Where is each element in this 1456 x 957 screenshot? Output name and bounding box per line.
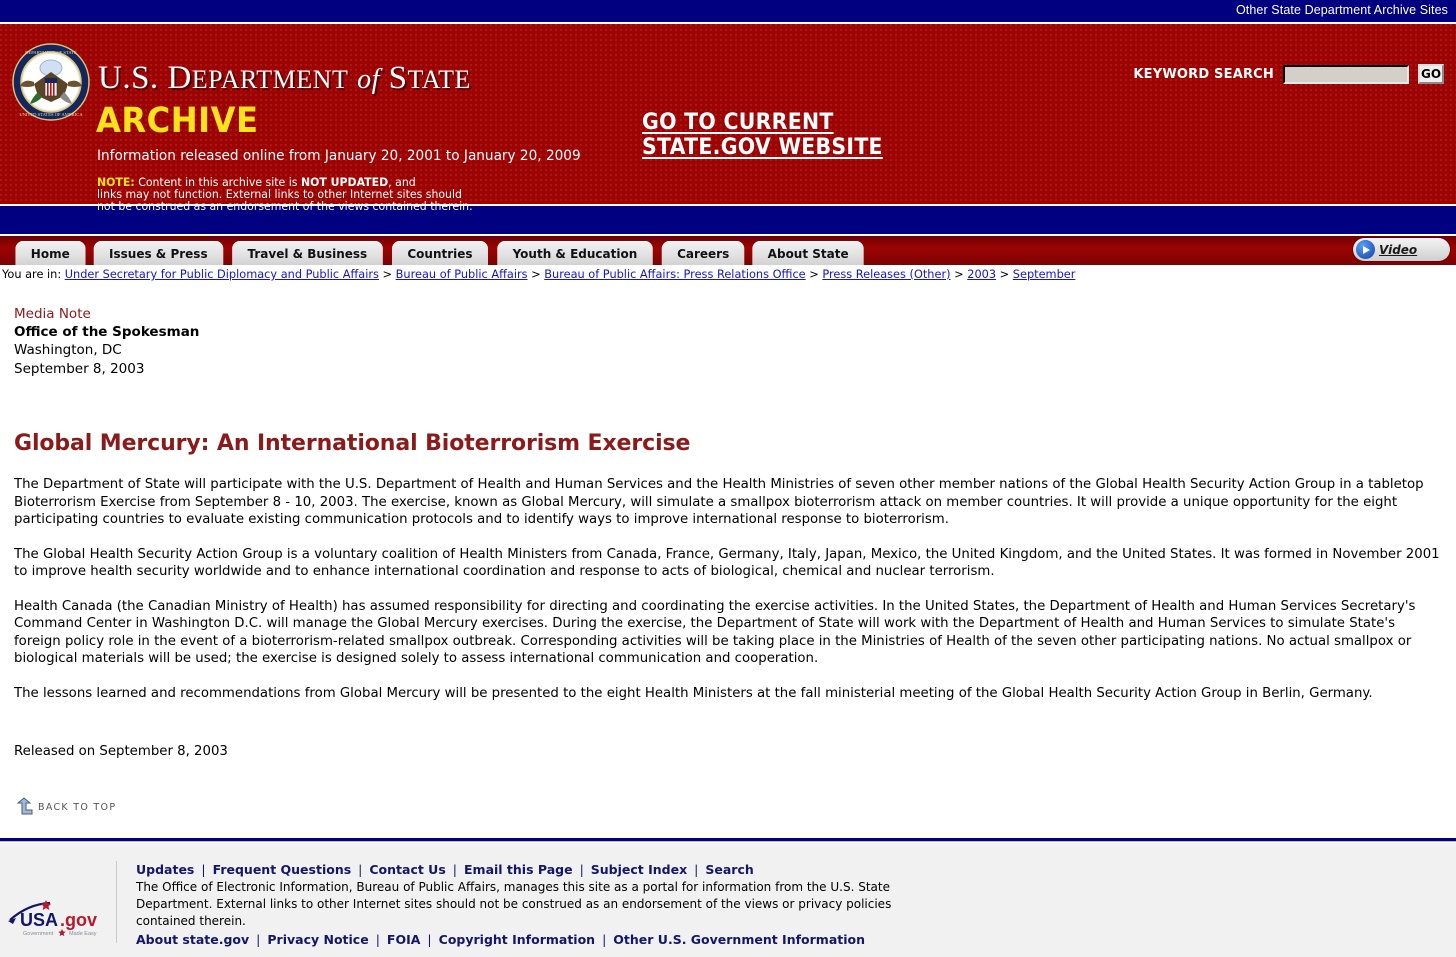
tab-countries[interactable]: Countries — [392, 241, 488, 265]
svg-text:USA: USA — [20, 910, 59, 930]
archive-note-not-updated: NOT UPDATED — [300, 175, 389, 189]
body-paragraph-3: Health Canada (the Canadian Ministry of Health) has assumed responsibility for directing and coordinating the exercise activities. In the United States, the Department of Health and Human Services Secretary's Command Center in Washington D.C. will manage the Global Mercury exercises. During the exercise, the Department of State will work with the Department of Health and Human Services to simulate State's foreign policy role in the event of a bioterrorism-related smallpox outbreak. Corresponding activities will be taking place in the Ministries of Health of the seven other participating nations. No actual smallpox or biological materials will be used; the exercise is designed solely to assess international communication and cooperation. — [14, 598, 1416, 666]
video-button-label: Video — [1379, 242, 1418, 257]
tab-home[interactable]: Home — [15, 241, 85, 265]
breadcrumb-item-4[interactable]: 2003 — [967, 267, 997, 281]
svg-text:Government: Government — [23, 931, 54, 937]
body-paragraph-1: The Department of State will participate with the U.S. Department of Health and Human Services and the Health Ministries of seven other member nations of the Global Health Security Action Group in a tabletop Bioterrorism Exercise from September 8 - 10, 2003. The exercise, known as Global Mercury, will simulate a smallpox bioterrorism attack on member countries. It will provide a unique opportunity for the eight participating countries to evaluate existing communication protocols and to identify ways to improve international response to bioterrorism. — [14, 477, 1424, 527]
footer-divider-rule — [0, 838, 1456, 842]
tab-about-state[interactable]: About State — [752, 241, 864, 265]
breadcrumb-sep-3: > — [954, 267, 964, 281]
usagov-logo[interactable] — [0, 859, 116, 957]
footer-link-frequent-questions[interactable]: Frequent Questions — [212, 862, 352, 877]
tab-travel-business[interactable]: Travel & Business — [232, 241, 382, 265]
back-to-top-link[interactable] — [16, 797, 116, 818]
breadcrumb-item-0[interactable]: Under Secretary for Public Diplomacy and Public Affairs — [64, 267, 379, 281]
go-to-current-stategov-link[interactable] — [642, 110, 883, 160]
released-date: Released on September 8, 2003 — [14, 744, 228, 759]
footer-sep: | — [579, 862, 584, 877]
dept-title-s: S — [388, 60, 408, 96]
breadcrumb-sep-2: > — [809, 267, 819, 281]
site-footer — [0, 843, 1456, 957]
department-title — [98, 60, 471, 97]
footer-link-updates[interactable]: Updates — [136, 862, 195, 877]
keyword-search-input[interactable] — [1283, 65, 1409, 84]
top-archive-strip — [0, 0, 1456, 24]
tab-youth-education[interactable]: Youth & Education — [497, 241, 652, 265]
video-button[interactable] — [1353, 238, 1450, 261]
footer-sep: | — [452, 862, 457, 877]
breadcrumb-sep-0: > — [382, 267, 393, 281]
other-archive-sites-link[interactable]: Other State Department Archive Sites — [1235, 3, 1448, 17]
breadcrumb-item-5[interactable]: September — [1012, 267, 1076, 281]
svg-text:DEPARTMENT OF STATE: DEPARTMENT OF STATE — [25, 50, 77, 55]
breadcrumb-sep-4: > — [999, 267, 1010, 281]
svg-text:UNITED STATES OF AMERICA: UNITED STATES OF AMERICA — [19, 112, 83, 117]
dept-title-us: U.S. — [98, 60, 168, 96]
document-office: Office of the Spokesman — [14, 324, 200, 340]
archive-subtitle: Information released online from January 20, 2001 to January 20, 2009 — [97, 148, 581, 164]
footer-sep: | — [375, 932, 380, 947]
main-content — [0, 283, 1456, 818]
document-location: Washington, DC — [14, 342, 122, 358]
up-arrow-icon — [16, 797, 33, 818]
breadcrumb — [0, 265, 1434, 283]
page-title: Global Mercury: An International Bioterrorism Exercise — [14, 431, 691, 456]
archive-note-label: NOTE: — [97, 175, 135, 189]
search-go-button[interactable]: GO — [1418, 64, 1444, 84]
dept-title-epartment: EPARTMENT — [191, 65, 349, 94]
dept-title-tate: TATE — [407, 65, 471, 94]
breadcrumb-sep-1: > — [531, 267, 541, 281]
back-to-top-label: BACK TO TOP — [38, 802, 117, 813]
footer-link-other-us-government-information[interactable]: Other U.S. Government Information — [613, 932, 866, 947]
footer-sep: | — [602, 932, 607, 947]
footer-link-contact-us[interactable]: Contact Us — [369, 862, 446, 877]
document-date: September 8, 2003 — [14, 361, 145, 377]
tab-issues-press[interactable]: Issues & Press — [93, 241, 222, 265]
main-navigation-tabs — [0, 236, 1456, 265]
body-paragraph-4: The lessons learned and recommendations from Global Mercury will be presented to the eight Health Ministers at the fall ministerial meeting of the Global Health Security Action Group in Berlin, Germany. — [14, 685, 1373, 701]
breadcrumb-item-1[interactable]: Bureau of Public Affairs — [395, 267, 528, 281]
keyword-search-form — [1133, 64, 1444, 84]
footer-link-foia[interactable]: FOIA — [386, 932, 421, 947]
archive-note-line2: links may not function. External links to other Internet sites should — [97, 186, 462, 201]
footer-text-block — [117, 859, 908, 957]
footer-link-copyright-information[interactable]: Copyright Information — [438, 932, 596, 947]
body-paragraph-2: The Global Health Security Action Group is a voluntary coalition of Health Ministers from Canada, France, Germany, Italy, Japan, Mexico, the United Kingdom, and the United States. It was formed in November 2001 to improve health security worldwide and to enhance international coordination and response to acts of biological, chemical and nuclear terrorism. — [14, 546, 1440, 579]
great-seal-icon — [8, 42, 94, 122]
footer-sep: | — [201, 862, 206, 877]
footer-link-privacy-notice[interactable]: Privacy Notice — [267, 932, 369, 947]
document-kind: Media Note — [14, 306, 91, 322]
goto-line-1: GO TO CURRENT — [642, 110, 834, 135]
footer-link-about-stategov[interactable]: About state.gov — [136, 932, 250, 947]
breadcrumb-item-3[interactable]: Press Releases (Other) — [822, 267, 951, 281]
footer-sep: | — [694, 862, 699, 877]
breadcrumb-prefix: You are in: — [1, 267, 62, 281]
archive-note — [97, 177, 473, 212]
archive-note-line1b: , and — [388, 175, 416, 189]
archive-note-line3: not be construed as an endorsement of the views contained therein. — [97, 198, 473, 213]
keyword-search-label: KEYWORD SEARCH — [1133, 66, 1274, 82]
dept-title-d: D — [167, 60, 192, 96]
footer-link-subject-index[interactable]: Subject Index — [590, 862, 688, 877]
footer-links-row-1 — [136, 861, 908, 878]
footer-disclaimer: The Office of Electronic Information, Bureau of Public Affairs, manages this site as a portal for information from the U.S. State Department. External links to other Internet sites should not be construed as an endorsement of the views or privacy policies contained therein. — [136, 880, 892, 928]
footer-sep: | — [256, 932, 261, 947]
dept-title-of: of — [357, 64, 380, 95]
goto-line-2: STATE.GOV WEBSITE — [642, 135, 883, 160]
tab-careers[interactable]: Careers — [661, 241, 744, 265]
footer-link-email-this-page[interactable]: Email this Page — [464, 862, 573, 877]
footer-sep: | — [358, 862, 363, 877]
footer-sep: | — [427, 932, 432, 947]
footer-links-row-2 — [136, 931, 908, 948]
breadcrumb-item-2[interactable]: Bureau of Public Affairs: Press Relations Office — [544, 267, 806, 281]
svg-text:.gov: .gov — [60, 910, 98, 930]
archive-note-line1a: Content in this archive site is — [134, 175, 301, 189]
archive-heading: ARCHIVE — [96, 101, 259, 141]
footer-link-search[interactable]: Search — [705, 862, 754, 877]
svg-text:Made Easy: Made Easy — [69, 931, 97, 937]
play-icon — [1356, 240, 1375, 259]
site-masthead — [0, 24, 1456, 213]
